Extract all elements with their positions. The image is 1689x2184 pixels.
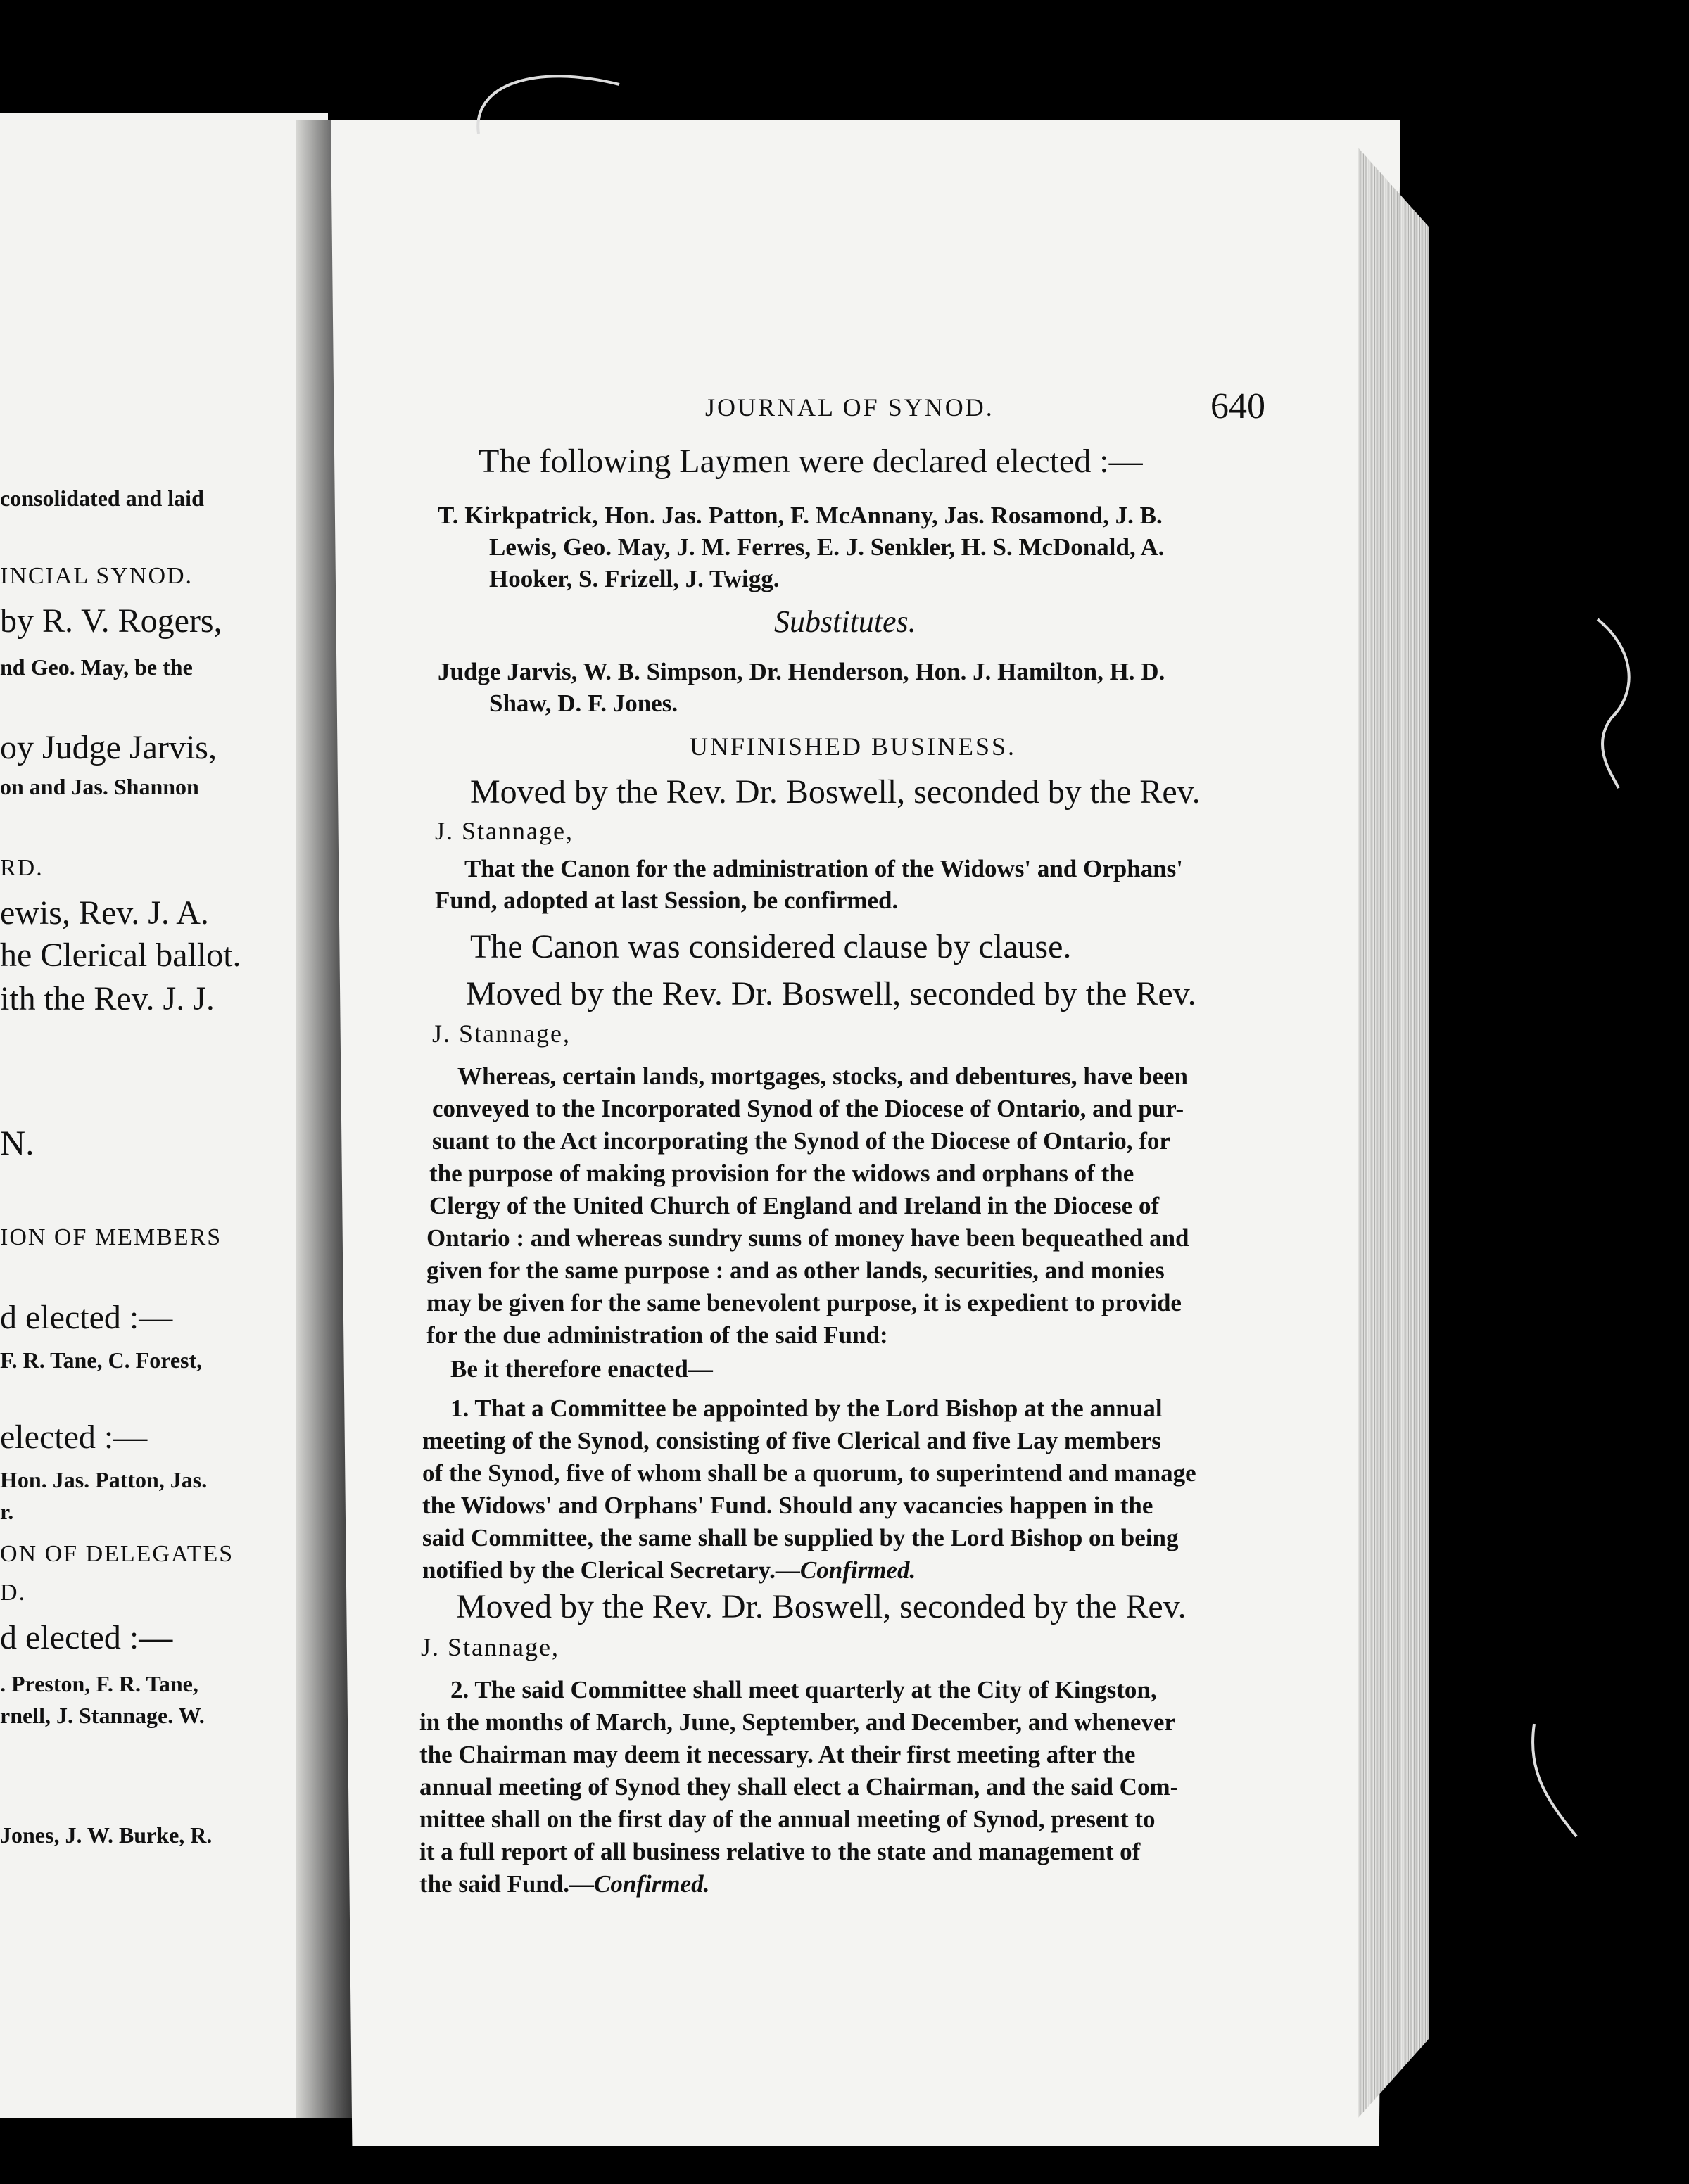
whereas-line: for the due administration of the said Fund: <box>426 1321 888 1349</box>
left-line: by R. V. Rogers, <box>0 602 222 640</box>
left-line: d elected :— <box>0 1619 173 1656</box>
left-line: D. <box>0 1580 27 1606</box>
left-line: ION OF MEMBERS <box>0 1224 222 1250</box>
left-line: nd Geo. May, be the <box>0 654 193 680</box>
bookmark-ribbon-icon <box>450 56 633 141</box>
whereas-line: may be given for the same benevolent purpose, it is expedient to provide <box>426 1289 1182 1316</box>
motion-line: Moved by the Rev. Dr. Boswell, seconded by the Rev. <box>470 773 1201 811</box>
clause-line: said Committee, the same shall be supplied by the Lord Bishop on being <box>422 1524 1179 1551</box>
thread-icon <box>1569 605 1654 802</box>
whereas-line: Clergy of the United Church of England and Ireland in the Diocese of <box>429 1192 1160 1219</box>
left-line: ON OF DELEGATES <box>0 1541 234 1567</box>
substitutes-heading: Substitutes. <box>774 604 916 639</box>
page-number: 640 <box>1210 386 1265 426</box>
left-line: INCIAL SYNOD. <box>0 563 194 589</box>
clause-line: of the Synod, five of whom shall be a quorum, to superintend and manage <box>422 1459 1196 1487</box>
substitutes-list-line: Judge Jarvis, W. B. Simpson, Dr. Henderson, Hon. J. Hamilton, H. D. <box>438 658 1165 685</box>
clause-line-text: notified by the Clerical Secretary.— <box>422 1556 800 1584</box>
left-line: rnell, J. Stannage. W. <box>0 1703 205 1728</box>
left-line: Jones, J. W. Burke, R. <box>0 1822 213 1848</box>
page-edges <box>1358 148 1429 2118</box>
thread-icon <box>1520 1717 1619 1858</box>
clause-line: annual meeting of Synod they shall elect a Chairman, and the said Com- <box>419 1773 1179 1801</box>
running-head: JOURNAL OF SYNOD. <box>705 393 994 421</box>
clause-line: mittee shall on the first day of the annual meeting of Synod, present to <box>419 1805 1156 1833</box>
clause-line: meeting of the Synod, consisting of five Clerical and five Lay members <box>422 1427 1161 1454</box>
clause-line <box>422 1556 916 1585</box>
left-line: Hon. Jas. Patton, Jas. <box>0 1467 208 1492</box>
laymen-list-line: Hooker, S. Frizell, J. Twigg. <box>489 565 780 592</box>
motion-seconder: J. Stannage, <box>421 1633 559 1661</box>
whereas-line: given for the same purpose : and as other lands, securities, and monies <box>426 1257 1165 1284</box>
whereas-line: suant to the Act incorporating the Synod of the Diocese of Ontario, for <box>432 1127 1170 1155</box>
whereas-line: Whereas, certain lands, mortgages, stocks, and debentures, have been <box>457 1062 1189 1090</box>
enacted-line: Be it therefore enacted— <box>450 1355 713 1383</box>
clause-line: 2. The said Committee shall meet quarterly at the City of Kingston, <box>450 1676 1157 1703</box>
clause-line: in the months of March, June, September, and December, and whenever <box>419 1708 1175 1736</box>
left-line: r. <box>0 1499 14 1524</box>
clause-line-text: the said Fund.— <box>419 1870 594 1898</box>
whereas-line: the purpose of making provision for the widows and orphans of the <box>429 1160 1134 1187</box>
laymen-intro: The following Laymen were declared elected :— <box>479 443 1143 480</box>
motion-seconder: J. Stannage, <box>435 817 574 845</box>
left-line: on and Jas. Shannon <box>0 774 199 799</box>
motion-text-line: Fund, adopted at last Session, be confirmed. <box>435 887 899 914</box>
clause-line: 1. That a Committee be appointed by the Lord Bishop at the annual <box>450 1395 1163 1422</box>
confirmed-label: Confirmed. <box>594 1870 710 1898</box>
canon-considered: The Canon was considered clause by clause. <box>470 928 1072 965</box>
confirmed-label: Confirmed. <box>799 1556 916 1584</box>
left-line: ith the Rev. J. J. <box>0 980 215 1017</box>
left-line: N. <box>0 1123 34 1162</box>
left-line: . Preston, F. R. Tane, <box>0 1671 198 1696</box>
motion-line: Moved by the Rev. Dr. Boswell, seconded by the Rev. <box>456 1588 1187 1625</box>
left-page <box>0 113 328 2118</box>
clause-line: the Widows' and Orphans' Fund. Should any vacancies happen in the <box>422 1492 1153 1519</box>
motion-seconder: J. Stannage, <box>432 1020 571 1048</box>
left-line: ewis, Rev. J. A. <box>0 894 209 932</box>
left-line: he Clerical ballot. <box>0 937 241 974</box>
motion-line: Moved by the Rev. Dr. Boswell, seconded by the Rev. <box>466 975 1196 1012</box>
whereas-line: conveyed to the Incorporated Synod of the Diocese of Ontario, and pur- <box>432 1095 1184 1122</box>
clause-line: it a full report of all business relative to the state and management of <box>419 1838 1141 1865</box>
left-line: RD. <box>0 855 44 881</box>
clause-line: the Chairman may deem it necessary. At their first meeting after the <box>419 1741 1136 1768</box>
left-line: consolidated and laid <box>0 485 204 511</box>
left-line: oy Judge Jarvis, <box>0 729 217 766</box>
unfinished-heading: UNFINISHED BUSINESS. <box>690 732 1017 761</box>
left-line: F. R. Tane, C. Forest, <box>0 1347 203 1373</box>
motion-text-line: That the Canon for the administration of the Widows' and Orphans' <box>464 855 1184 882</box>
left-line: d elected :— <box>0 1299 173 1336</box>
whereas-line: Ontario : and whereas sundry sums of money have been bequeathed and <box>426 1224 1189 1252</box>
clause-line <box>419 1870 709 1898</box>
substitutes-list-line: Shaw, D. F. Jones. <box>489 690 678 717</box>
laymen-list-line: T. Kirkpatrick, Hon. Jas. Patton, F. McAnnany, Jas. Rosamond, J. B. <box>438 502 1163 529</box>
left-line: elected :— <box>0 1418 148 1456</box>
laymen-list-line: Lewis, Geo. May, J. M. Ferres, E. J. Senkler, H. S. McDonald, A. <box>489 533 1165 561</box>
